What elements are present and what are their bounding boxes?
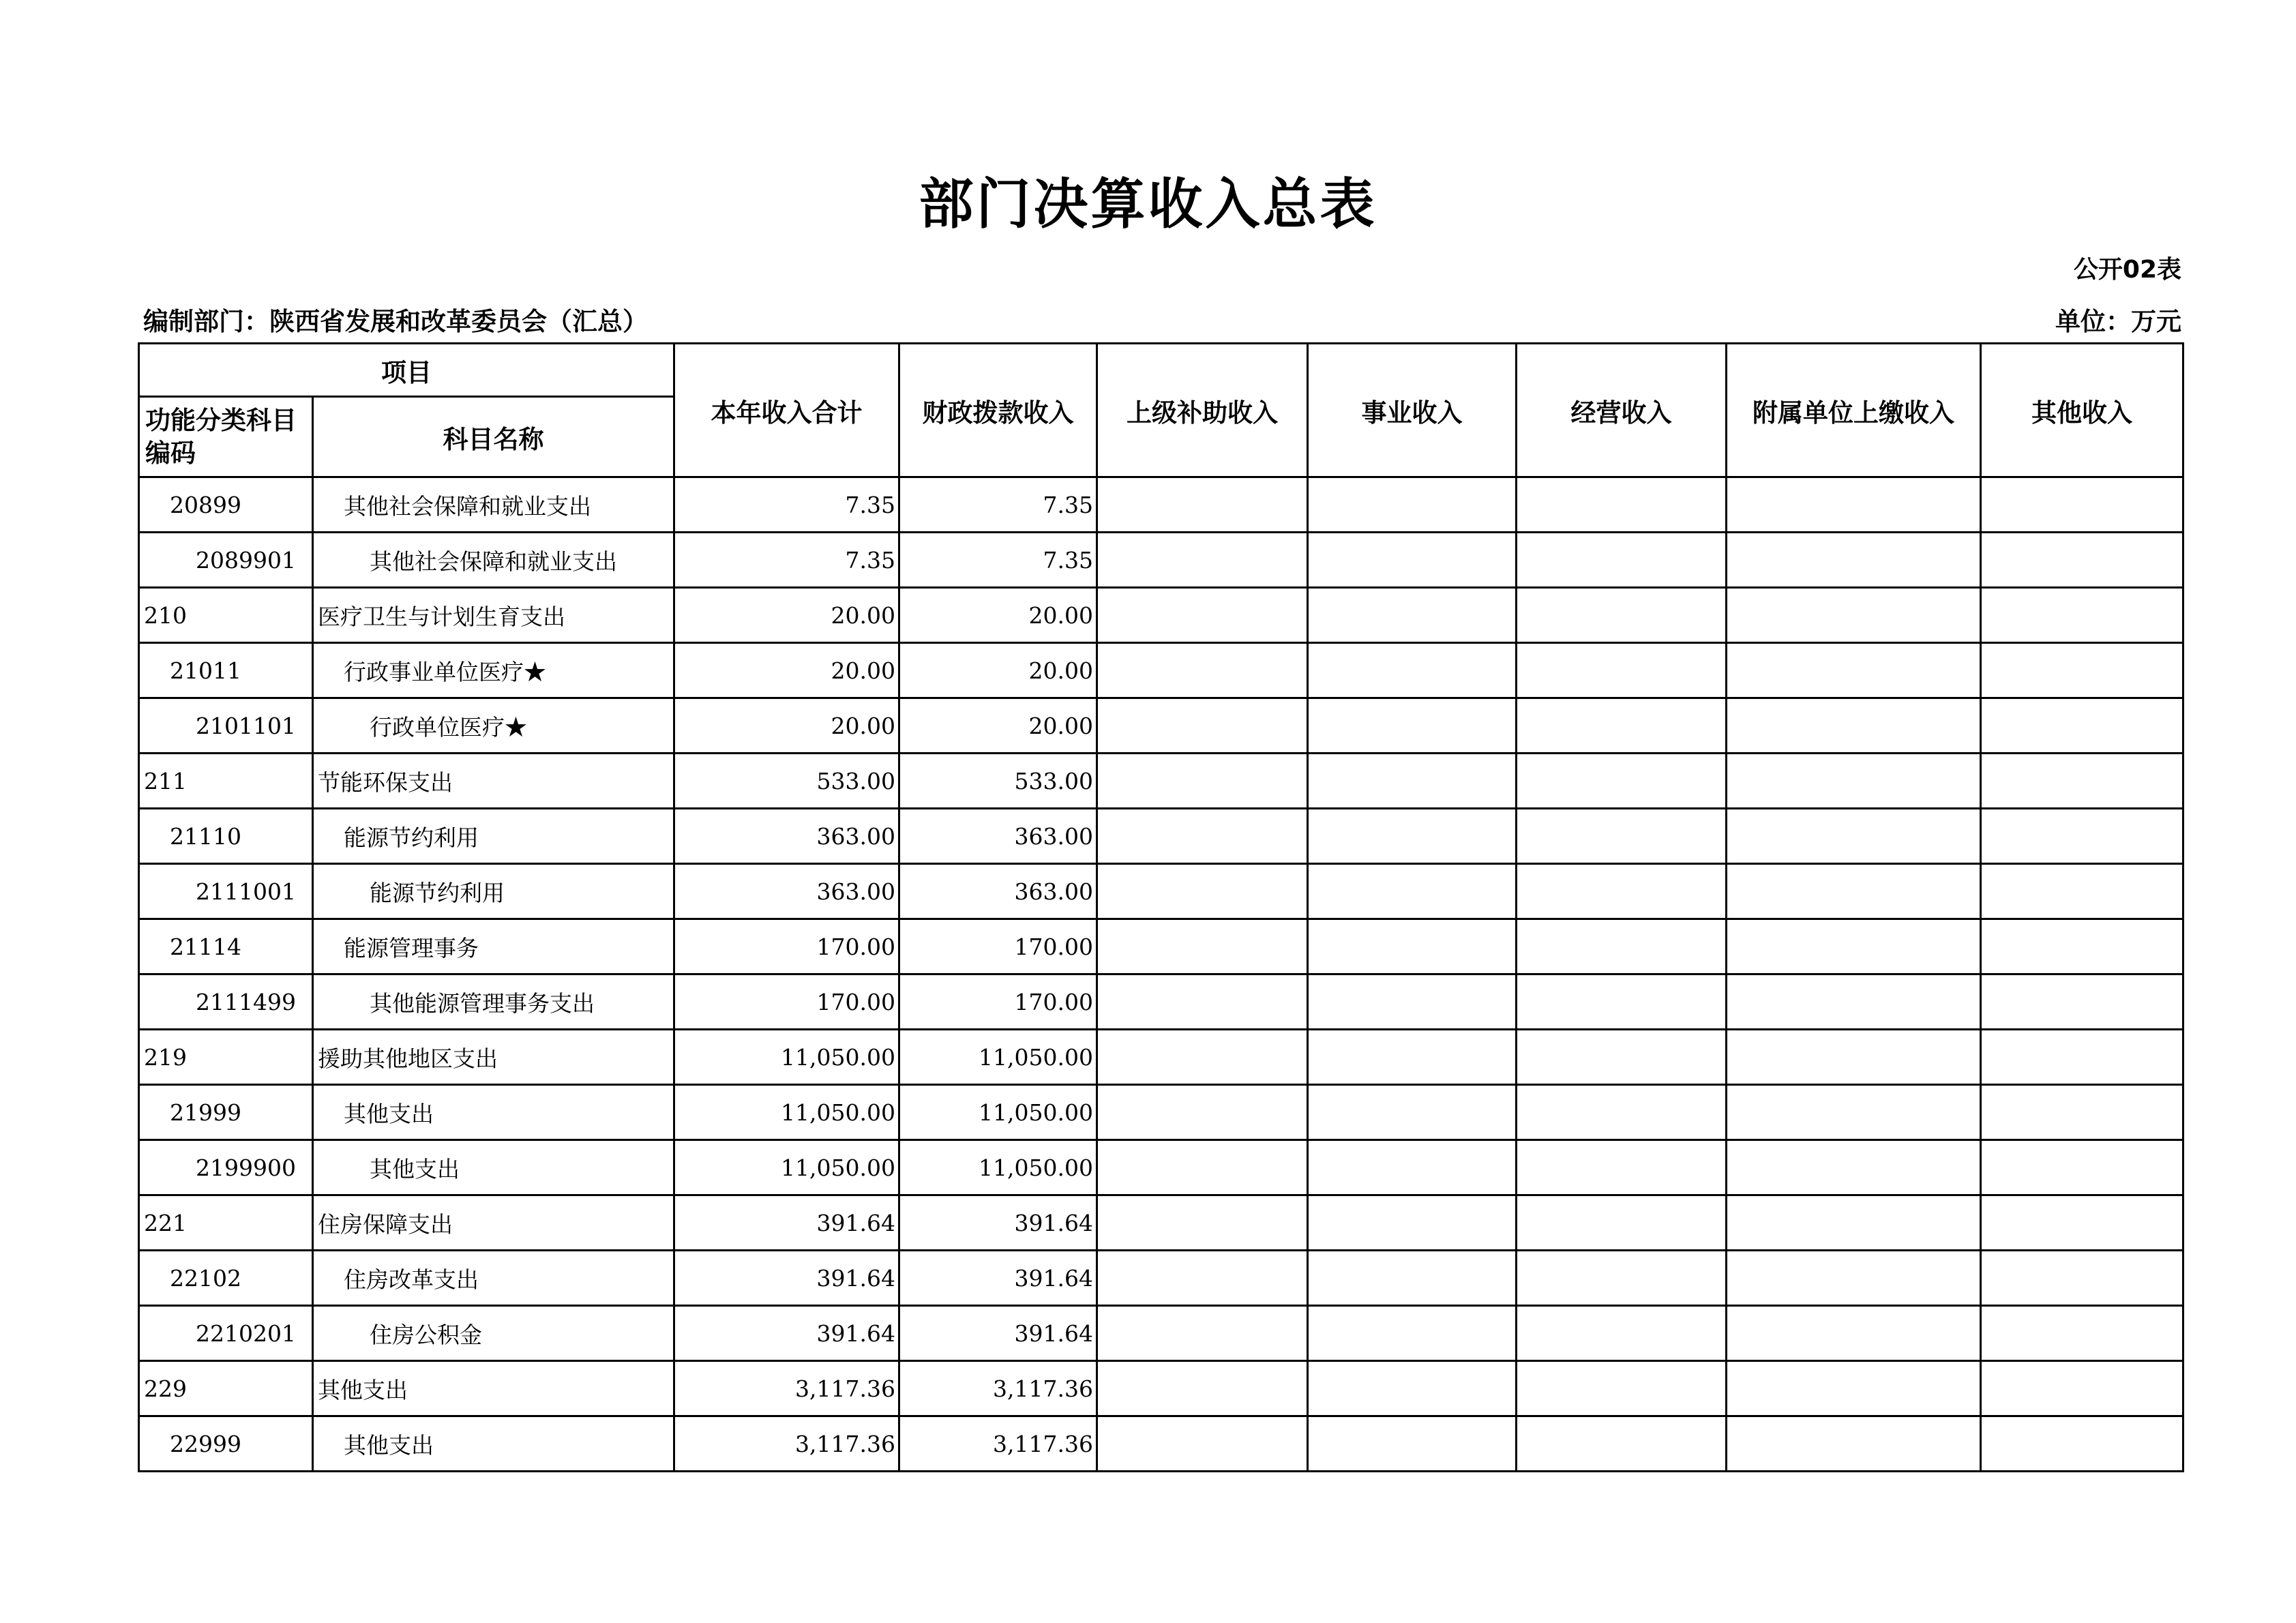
fiscal-appropriation-header: 财政拨款收入 [899, 344, 1097, 477]
business-income-cell [1308, 698, 1517, 754]
business-income-cell [1308, 643, 1517, 698]
operating-income-cell [1517, 1306, 1727, 1361]
total-income-cell: 3,117.36 [674, 1361, 899, 1416]
affiliated-unit-income-header: 附属单位上缴收入 [1727, 344, 1981, 477]
superior-subsidy-cell [1097, 754, 1308, 809]
total-income-cell: 391.64 [674, 1251, 899, 1306]
business-income-header: 事业收入 [1308, 344, 1517, 477]
fiscal-appropriation-cell: 363.00 [899, 864, 1097, 919]
other-income-cell [1981, 974, 2183, 1030]
operating-income-cell [1517, 974, 1727, 1030]
operating-income-cell [1517, 1251, 1727, 1306]
fiscal-appropriation-cell: 11,050.00 [899, 1085, 1097, 1140]
fiscal-appropriation-cell: 170.00 [899, 974, 1097, 1030]
total-income-cell: 533.00 [674, 754, 899, 809]
function-code-header: 功能分类科目编码 [139, 397, 313, 477]
total-income-cell: 391.64 [674, 1195, 899, 1251]
operating-income-cell [1517, 1361, 1727, 1416]
business-income-cell [1308, 1306, 1517, 1361]
subject-name-cell: 节能环保支出 [313, 754, 674, 809]
subject-name-cell: 住房改革支出 [313, 1251, 674, 1306]
subject-name-cell: 其他支出 [313, 1416, 674, 1472]
business-income-cell [1308, 1085, 1517, 1140]
total-income-header: 本年收入合计 [674, 344, 899, 477]
subject-name-header: 科目名称 [313, 397, 674, 477]
other-income-cell [1981, 643, 2183, 698]
affiliated-unit-income-cell [1727, 864, 1981, 919]
fiscal-appropriation-cell: 3,117.36 [899, 1361, 1097, 1416]
subject-name-cell: 其他支出 [313, 1085, 674, 1140]
superior-subsidy-cell [1097, 643, 1308, 698]
business-income-cell [1308, 477, 1517, 533]
table-row [139, 643, 2183, 698]
function-code-cell: 221 [139, 1195, 313, 1251]
function-code-cell: 20899 [139, 477, 313, 533]
operating-income-cell [1517, 698, 1727, 754]
business-income-cell [1308, 1416, 1517, 1472]
table-row [139, 754, 2183, 809]
table-row [139, 1030, 2183, 1085]
table-header [139, 344, 2183, 477]
total-income-cell: 7.35 [674, 533, 899, 588]
superior-subsidy-cell [1097, 1140, 1308, 1195]
superior-subsidy-header: 上级补助收入 [1097, 344, 1308, 477]
business-income-cell [1308, 754, 1517, 809]
fiscal-appropriation-cell: 11,050.00 [899, 1030, 1097, 1085]
superior-subsidy-cell [1097, 1361, 1308, 1416]
total-income-cell: 363.00 [674, 864, 899, 919]
subject-name-cell: 其他支出 [313, 1361, 674, 1416]
business-income-cell [1308, 1195, 1517, 1251]
table-row [139, 1140, 2183, 1195]
total-income-cell: 20.00 [674, 698, 899, 754]
subject-name-cell: 住房公积金 [313, 1306, 674, 1361]
total-income-cell: 391.64 [674, 1306, 899, 1361]
affiliated-unit-income-cell [1727, 974, 1981, 1030]
operating-income-cell [1517, 643, 1727, 698]
function-code-cell: 229 [139, 1361, 313, 1416]
subject-name-cell: 行政事业单位医疗★ [313, 643, 674, 698]
business-income-cell [1308, 533, 1517, 588]
subject-name-cell: 其他社会保障和就业支出 [313, 533, 674, 588]
operating-income-cell [1517, 1195, 1727, 1251]
superior-subsidy-cell [1097, 1030, 1308, 1085]
function-code-cell: 210 [139, 588, 313, 643]
operating-income-cell [1517, 533, 1727, 588]
affiliated-unit-income-cell [1727, 477, 1981, 533]
fiscal-appropriation-cell: 170.00 [899, 919, 1097, 974]
operating-income-cell [1517, 1140, 1727, 1195]
operating-income-cell [1517, 1085, 1727, 1140]
total-income-cell: 3,117.36 [674, 1416, 899, 1472]
table-row [139, 477, 2183, 533]
table-row [139, 919, 2183, 974]
table-row [139, 1416, 2183, 1472]
table-row [139, 588, 2183, 643]
fiscal-appropriation-cell: 20.00 [899, 698, 1097, 754]
function-code-cell: 2111499 [139, 974, 313, 1030]
table-row [139, 809, 2183, 864]
function-code-cell: 21011 [139, 643, 313, 698]
business-income-cell [1308, 1030, 1517, 1085]
affiliated-unit-income-cell [1727, 1361, 1981, 1416]
table-body [139, 477, 2183, 1472]
operating-income-cell [1517, 1030, 1727, 1085]
page-title: 部门决算收入总表 [919, 173, 1377, 236]
affiliated-unit-income-cell [1727, 698, 1981, 754]
other-income-cell [1981, 533, 2183, 588]
operating-income-cell [1517, 864, 1727, 919]
subject-name-cell: 能源节约利用 [313, 809, 674, 864]
affiliated-unit-income-cell [1727, 809, 1981, 864]
affiliated-unit-income-cell [1727, 1195, 1981, 1251]
superior-subsidy-cell [1097, 588, 1308, 643]
business-income-cell [1308, 919, 1517, 974]
table-row [139, 1195, 2183, 1251]
other-income-cell [1981, 698, 2183, 754]
affiliated-unit-income-cell [1727, 1140, 1981, 1195]
operating-income-cell [1517, 588, 1727, 643]
superior-subsidy-cell [1097, 974, 1308, 1030]
fiscal-appropriation-cell: 533.00 [899, 754, 1097, 809]
table-row [139, 533, 2183, 588]
affiliated-unit-income-cell [1727, 1030, 1981, 1085]
total-income-cell: 20.00 [674, 643, 899, 698]
operating-income-cell [1517, 809, 1727, 864]
superior-subsidy-cell [1097, 1251, 1308, 1306]
other-income-cell [1981, 864, 2183, 919]
fiscal-appropriation-cell: 11,050.00 [899, 1140, 1097, 1195]
other-income-cell [1981, 1416, 2183, 1472]
other-income-cell [1981, 1306, 2183, 1361]
function-code-cell: 22102 [139, 1251, 313, 1306]
fiscal-appropriation-cell: 3,117.36 [899, 1416, 1097, 1472]
function-code-cell: 21114 [139, 919, 313, 974]
function-code-cell: 21110 [139, 809, 313, 864]
affiliated-unit-income-cell [1727, 533, 1981, 588]
subject-name-cell: 其他能源管理事务支出 [313, 974, 674, 1030]
subject-name-cell: 住房保障支出 [313, 1195, 674, 1251]
other-income-cell [1981, 1030, 2183, 1085]
income-summary-table [138, 342, 2184, 1472]
table-row [139, 1361, 2183, 1416]
subject-name-cell: 能源管理事务 [313, 919, 674, 974]
business-income-cell [1308, 1361, 1517, 1416]
superior-subsidy-cell [1097, 1085, 1308, 1140]
superior-subsidy-cell [1097, 1195, 1308, 1251]
function-code-cell: 2101101 [139, 698, 313, 754]
subject-name-cell: 能源节约利用 [313, 864, 674, 919]
other-income-cell [1981, 588, 2183, 643]
other-income-cell [1981, 1140, 2183, 1195]
other-income-cell [1981, 477, 2183, 533]
total-income-cell: 11,050.00 [674, 1085, 899, 1140]
function-code-cell: 2210201 [139, 1306, 313, 1361]
fiscal-appropriation-cell: 20.00 [899, 643, 1097, 698]
other-income-cell [1981, 1085, 2183, 1140]
function-code-cell: 2089901 [139, 533, 313, 588]
operating-income-cell [1517, 477, 1727, 533]
fiscal-appropriation-cell: 391.64 [899, 1195, 1097, 1251]
other-income-cell [1981, 919, 2183, 974]
function-code-cell: 21999 [139, 1085, 313, 1140]
superior-subsidy-cell [1097, 698, 1308, 754]
other-income-header: 其他收入 [1981, 344, 2183, 477]
other-income-cell [1981, 754, 2183, 809]
subject-name-cell: 其他支出 [313, 1140, 674, 1195]
superior-subsidy-cell [1097, 533, 1308, 588]
other-income-cell [1981, 809, 2183, 864]
affiliated-unit-income-cell [1727, 1306, 1981, 1361]
superior-subsidy-cell [1097, 477, 1308, 533]
total-income-cell: 11,050.00 [674, 1140, 899, 1195]
affiliated-unit-income-cell [1727, 1085, 1981, 1140]
business-income-cell [1308, 864, 1517, 919]
fiscal-appropriation-cell: 20.00 [899, 588, 1097, 643]
table-row [139, 864, 2183, 919]
other-income-cell [1981, 1195, 2183, 1251]
form-number: 公开02表 [2073, 256, 2181, 284]
function-code-cell: 22999 [139, 1416, 313, 1472]
total-income-cell: 363.00 [674, 809, 899, 864]
business-income-cell [1308, 1251, 1517, 1306]
table-row [139, 698, 2183, 754]
unit-label: 单位：万元 [2055, 307, 2181, 336]
function-code-cell: 2199900 [139, 1140, 313, 1195]
total-income-cell: 170.00 [674, 919, 899, 974]
business-income-cell [1308, 1140, 1517, 1195]
superior-subsidy-cell [1097, 919, 1308, 974]
superior-subsidy-cell [1097, 1306, 1308, 1361]
affiliated-unit-income-cell [1727, 1416, 1981, 1472]
fiscal-appropriation-cell: 363.00 [899, 809, 1097, 864]
affiliated-unit-income-cell [1727, 643, 1981, 698]
business-income-cell [1308, 588, 1517, 643]
total-income-cell: 170.00 [674, 974, 899, 1030]
superior-subsidy-cell [1097, 809, 1308, 864]
table-row [139, 974, 2183, 1030]
function-code-cell: 219 [139, 1030, 313, 1085]
fiscal-appropriation-cell: 7.35 [899, 477, 1097, 533]
subject-name-cell: 行政单位医疗★ [313, 698, 674, 754]
project-header: 项目 [139, 344, 674, 397]
total-income-cell: 7.35 [674, 477, 899, 533]
fiscal-appropriation-cell: 391.64 [899, 1306, 1097, 1361]
affiliated-unit-income-cell [1727, 754, 1981, 809]
affiliated-unit-income-cell [1727, 1251, 1981, 1306]
subject-name-cell: 其他社会保障和就业支出 [313, 477, 674, 533]
operating-income-cell [1517, 919, 1727, 974]
table-row [139, 1306, 2183, 1361]
operating-income-cell [1517, 754, 1727, 809]
total-income-cell: 11,050.00 [674, 1030, 899, 1085]
other-income-cell [1981, 1251, 2183, 1306]
affiliated-unit-income-cell [1727, 919, 1981, 974]
affiliated-unit-income-cell [1727, 588, 1981, 643]
superior-subsidy-cell [1097, 864, 1308, 919]
operating-income-cell [1517, 1416, 1727, 1472]
other-income-cell [1981, 1361, 2183, 1416]
fiscal-appropriation-cell: 391.64 [899, 1251, 1097, 1306]
subject-name-cell: 援助其他地区支出 [313, 1030, 674, 1085]
function-code-cell: 211 [139, 754, 313, 809]
superior-subsidy-cell [1097, 1416, 1308, 1472]
business-income-cell [1308, 809, 1517, 864]
function-code-cell: 2111001 [139, 864, 313, 919]
table-row [139, 1085, 2183, 1140]
total-income-cell: 20.00 [674, 588, 899, 643]
fiscal-appropriation-cell: 7.35 [899, 533, 1097, 588]
operating-income-header: 经营收入 [1517, 344, 1727, 477]
table-row [139, 1251, 2183, 1306]
business-income-cell [1308, 974, 1517, 1030]
subject-name-cell: 医疗卫生与计划生育支出 [313, 588, 674, 643]
prepared-by-label: 编制部门：陕西省发展和改革委员会（汇总） [143, 307, 648, 336]
